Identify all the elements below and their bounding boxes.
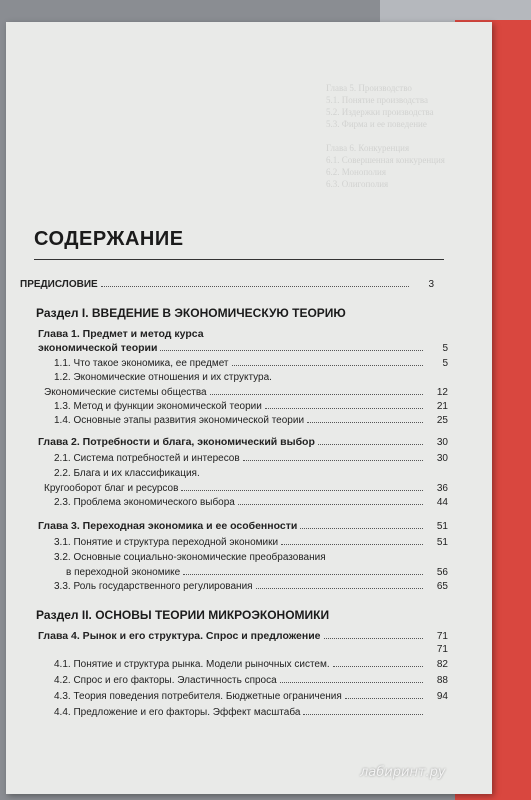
- toc-item: 4.2. Спрос и его факторы. Эластичность спроса 88: [54, 675, 448, 686]
- toc-chapter-2: Глава 2. Потребности и блага, экономический выбор 30: [38, 436, 448, 448]
- toc-item: 1.3. Метод и функции экономической теории 21: [54, 401, 448, 412]
- toc-item: 4.3. Теория поведения потребителя. Бюджетные ограничения 94: [54, 691, 448, 702]
- toc-item: 1.2. Экономические отношения и их структура.: [54, 372, 272, 383]
- toc-item: 1.4. Основные этапы развития экономической теории 25: [54, 415, 448, 426]
- toc-item: 2.2. Блага и их классификация.: [54, 468, 200, 479]
- toc-chapter-1-line2: экономической теории 5: [38, 342, 448, 354]
- toc-item: Кругооборот благ и ресурсов 36: [44, 483, 448, 494]
- toc-chapter-1: Глава 1. Предмет и метод курса: [38, 328, 204, 340]
- section-heading-1: Раздел I. ВВЕДЕНИЕ В ЭКОНОМИЧЕСКУЮ ТЕОРИЮ: [36, 306, 346, 320]
- toc-item: 4.4. Предложение и его факторы. Эффект масштаба: [54, 706, 448, 721]
- toc-item: 3.1. Понятие и структура переходной экономики 51: [54, 537, 448, 548]
- page-title: СОДЕРЖАНИЕ: [34, 228, 184, 250]
- book-page: [6, 22, 492, 794]
- section-heading-2: Раздел II. ОСНОВЫ ТЕОРИИ МИКРОЭКОНОМИКИ: [36, 608, 330, 622]
- toc-item: 71: [436, 644, 448, 655]
- toc-item: 1.1. Что такое экономика, ее предмет 5: [54, 358, 448, 369]
- toc-chapter-3: Глава 3. Переходная экономика и ее особенности 51: [38, 520, 448, 532]
- toc-item: Экономические системы общества 12: [44, 387, 448, 398]
- watermark: лабиринт.ру: [360, 765, 446, 780]
- toc-item: 4.1. Понятие и структура рынка. Модели рыночных систем. 82: [54, 659, 448, 670]
- toc-item: в переходной экономике 56: [66, 567, 448, 578]
- toc-chapter-4: Глава 4. Рынок и его структура. Спрос и предложение 71: [38, 630, 448, 642]
- toc-item: 2.1. Система потребностей и интересов 30: [54, 453, 448, 464]
- toc-item: 2.3. Проблема экономического выбора 44: [54, 497, 448, 508]
- bleed-through-text: Глава 5. Производство 5.1. Понятие производства 5.2. Издержки производства 5.3. Фирма и ее поведение Глава 6. Конкуренция 6.1. Совершенная конкуренция 6.2. Монополия 6.3. Олигополия: [326, 83, 445, 189]
- toc-item: 3.2. Основные социально-экономические преобразования: [54, 552, 326, 563]
- toc-item: 3.3. Роль государственного регулирования 65: [54, 581, 448, 592]
- title-rule: [34, 259, 444, 260]
- toc-entry-preface: ПРЕДИСЛОВИЕ 3: [20, 279, 434, 290]
